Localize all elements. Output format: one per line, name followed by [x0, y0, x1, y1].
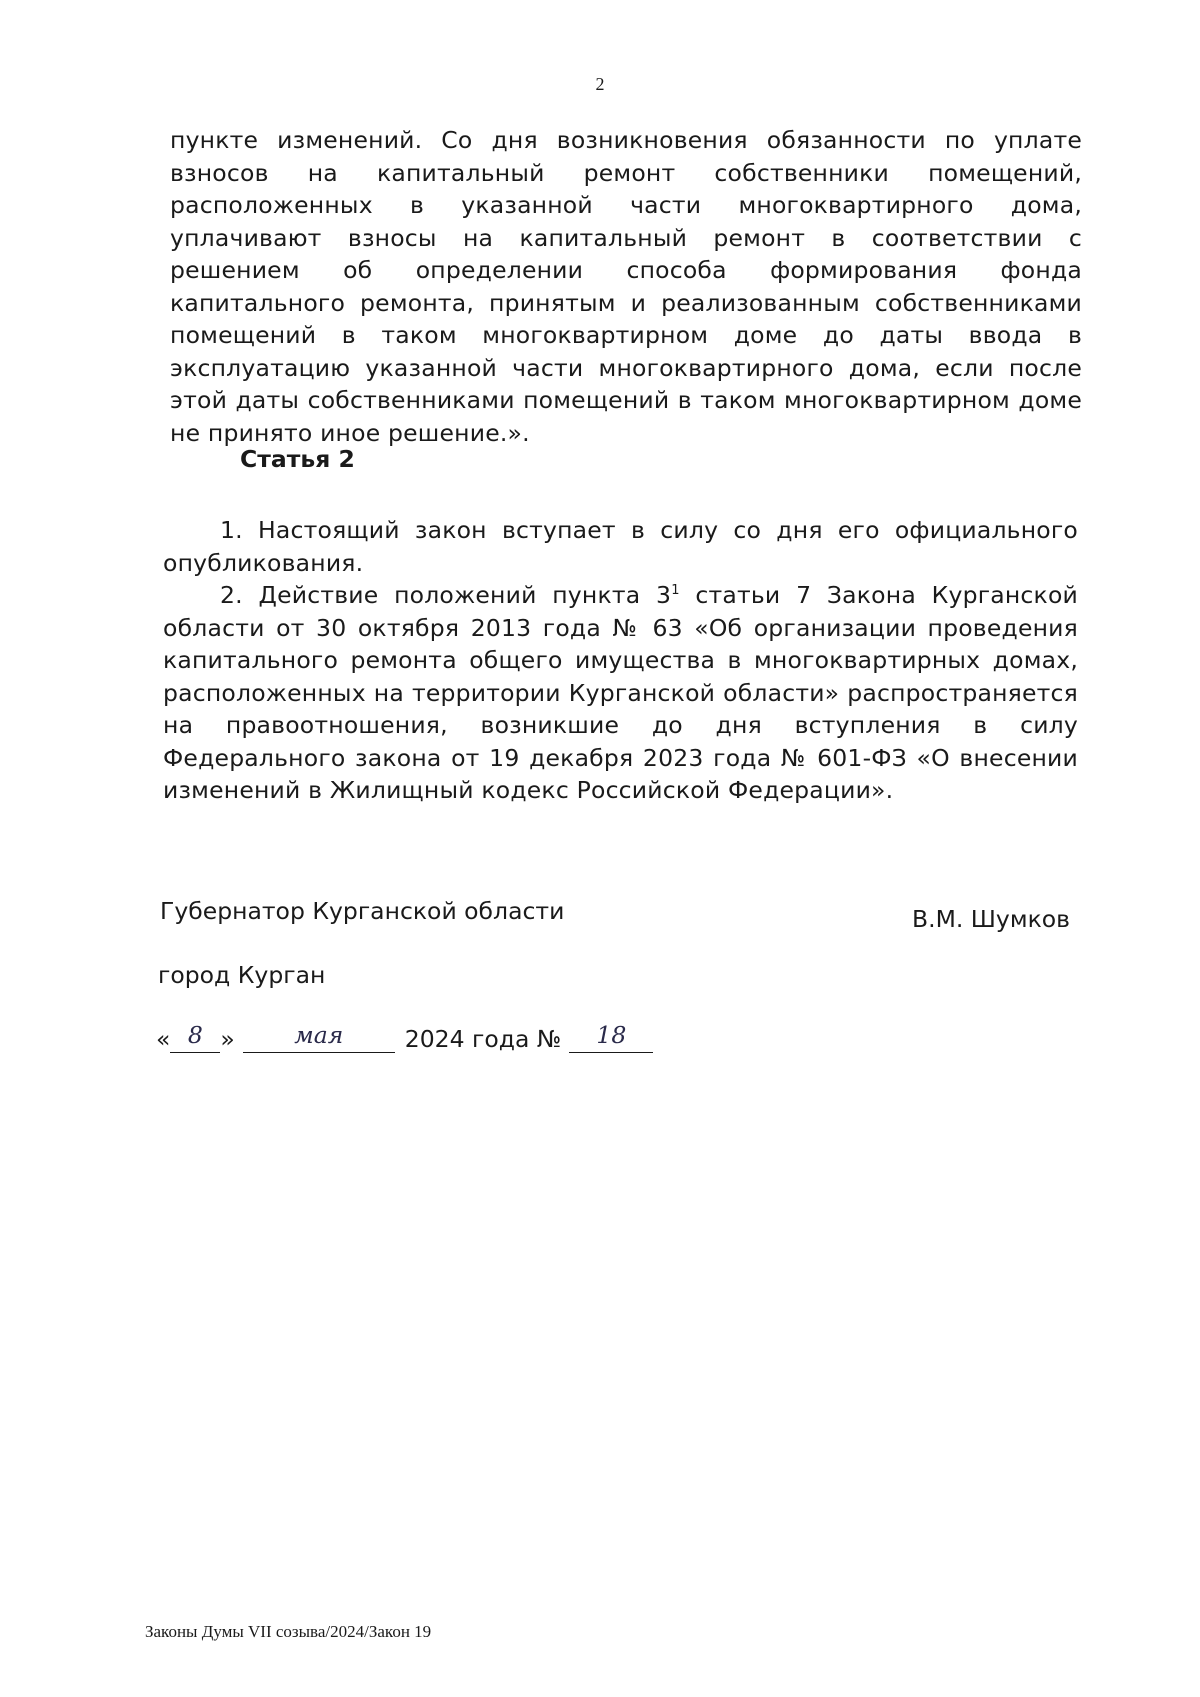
signature-title: Губернатор Курганской области: [160, 897, 565, 925]
article-body: [163, 514, 1078, 807]
paragraph-2-rest: статьи 7 Закона Курганской области от 30 октября 2013 года № 63 «Об организации проведения капитального ремонта общего имущества в многоквартирных домах, расположенных на территории Курганской области» распространяется на правоотношения, возникшие до дня вступления в силу Федерального закона от 19 декабря 2023 года № 601-ФЗ «О внесении изменений в Жилищный кодекс Российской Федерации».: [163, 581, 1078, 804]
footer-path: Законы Думы VII созыва/2024/Закон 19: [145, 1622, 432, 1641]
close-quote: »: [220, 1025, 235, 1053]
paragraph-2-start: 2. Действие положений пункта 3: [220, 581, 672, 609]
signature-name: В.М. Шумков: [912, 905, 1070, 933]
article-paragraph-1: 1. Настоящий закон вступает в силу со дня его официального опубликования.: [163, 516, 1078, 577]
date-line: [156, 1022, 653, 1053]
handwritten-month: мая: [243, 1022, 395, 1053]
handwritten-law-number: 18: [569, 1022, 653, 1053]
article-heading: Статья 2: [240, 445, 355, 473]
article-paragraph-2: [163, 579, 1078, 807]
page-number: 2: [595, 74, 605, 94]
city-name: город Курган: [158, 961, 326, 989]
open-quote: «: [156, 1025, 171, 1053]
superscript-index: 1: [671, 583, 680, 598]
year-text: 2024 года №: [404, 1025, 562, 1053]
continuation-paragraph: пункте изменений. Со дня возникновения обязанности по уплате взносов на капитальный ремонт собственники помещений, расположенных в указанной части многоквартирного дома, уплачивают взносы на капитальный ремонт в соответствии с решением об определении способа формирования фонда капитального ремонта, принятым и реализованным собственниками помещений в таком многоквартирном доме до даты ввода в эксплуатацию указанной части многоквартирного дома, если после этой даты собственниками помещений в таком многоквартирном доме не принято иное решение.».: [170, 126, 1082, 447]
handwritten-day: 8: [170, 1022, 220, 1053]
